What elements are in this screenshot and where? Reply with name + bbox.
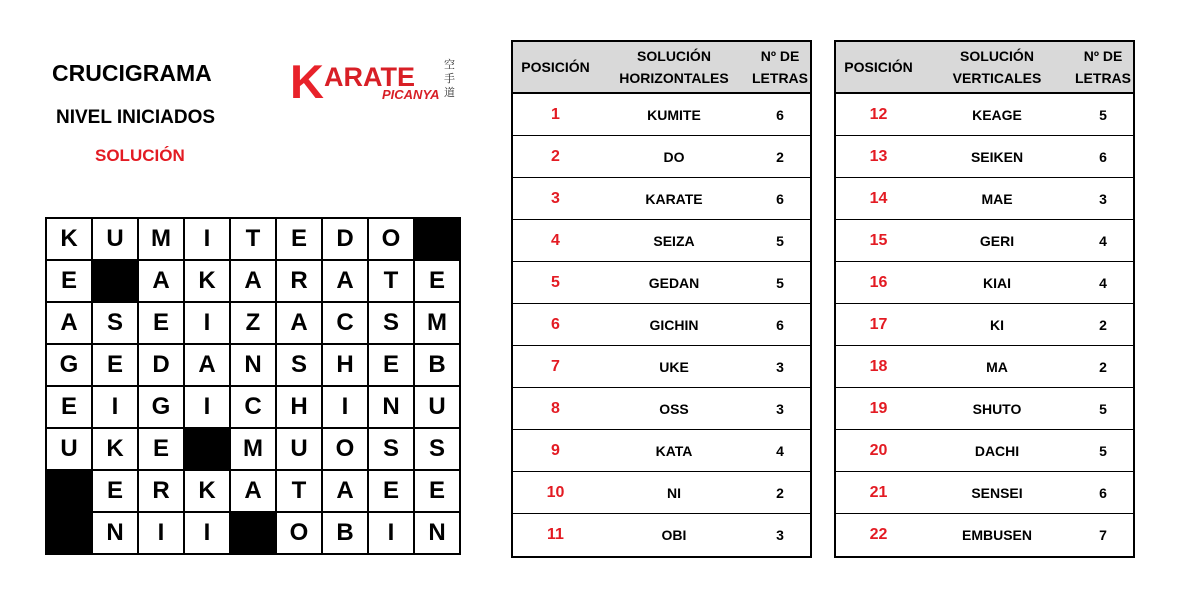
letter-cell: N [231, 345, 277, 387]
letter-cell: B [415, 345, 461, 387]
header-position: POSICIÓN [513, 42, 598, 94]
solution-word-cell: KATA [598, 430, 750, 472]
letter-cell: A [323, 471, 369, 513]
letter-count-cell: 2 [750, 472, 810, 514]
letter-count-cell: 6 [1073, 136, 1133, 178]
crossword-grid [45, 217, 461, 555]
letter-count-cell: 3 [750, 388, 810, 430]
solution-word-cell: GERI [921, 220, 1073, 262]
letter-count-cell: 5 [750, 220, 810, 262]
letter-cell: T [369, 261, 415, 303]
letter-cell: U [47, 429, 93, 471]
logo-kanji: 空手道 [444, 58, 455, 99]
letter-cell: M [231, 429, 277, 471]
letter-cell: S [369, 429, 415, 471]
letter-cell: S [369, 303, 415, 345]
black-cell [47, 471, 93, 513]
letter-cell: U [93, 219, 139, 261]
horizontal-solutions-table [511, 40, 812, 558]
letter-count-cell: 6 [750, 94, 810, 136]
letter-cell: R [277, 261, 323, 303]
letter-cell: A [323, 261, 369, 303]
letter-count-cell: 7 [1099, 527, 1107, 543]
solution-word-cell: MA [921, 346, 1073, 388]
header-letter-count: Nº DE LETRAS [750, 42, 810, 94]
letter-cell: O [277, 513, 323, 555]
black-cell [47, 513, 93, 555]
header-letter-count: Nº DE LETRAS [1073, 42, 1133, 94]
solution-word-cell: GICHIN [598, 304, 750, 346]
logo-text: ARATE [324, 62, 415, 92]
solution-word-cell: DACHI [921, 430, 1073, 472]
letter-count-cell: 3 [1073, 178, 1133, 220]
letter-cell: T [277, 471, 323, 513]
letter-cell: E [369, 345, 415, 387]
position-cell: 21 [836, 472, 921, 514]
letter-cell: S [277, 345, 323, 387]
letter-cell: M [139, 219, 185, 261]
letter-cell: T [231, 219, 277, 261]
letter-cell: E [139, 429, 185, 471]
position-cell: 12 [836, 94, 921, 136]
letter-cell: I [185, 513, 231, 555]
solution-word-cell: SEIZA [598, 220, 750, 262]
letter-cell: K [185, 471, 231, 513]
letter-count-cell: 2 [1073, 346, 1133, 388]
letter-count-cell: 4 [1073, 262, 1133, 304]
letter-cell: A [139, 261, 185, 303]
solution-word-cell: EMBUSEN [961, 527, 1032, 543]
black-cell [93, 261, 139, 303]
solution-word-cell: SENSEI [921, 472, 1073, 514]
solution-word-cell: NI [598, 472, 750, 514]
vertical-solutions-table [834, 40, 1135, 558]
letter-cell: E [93, 471, 139, 513]
letter-cell: H [277, 387, 323, 429]
letter-cell: R [139, 471, 185, 513]
letter-cell: U [415, 387, 461, 429]
letter-cell: I [93, 387, 139, 429]
solution-word-cell: KI [921, 304, 1073, 346]
position-cell: 16 [836, 262, 921, 304]
letter-count-cell: 3 [750, 346, 810, 388]
karate-picanya-logo [290, 55, 470, 108]
logo-initial: K [290, 55, 324, 108]
solution-word-cell: OBI [661, 527, 687, 543]
letter-cell: I [323, 387, 369, 429]
solution-word-cell: GEDAN [598, 262, 750, 304]
letter-count-cell: 6 [750, 304, 810, 346]
solution-word-cell: SHUTO [921, 388, 1073, 430]
solution-label: SOLUCIÓN [95, 146, 185, 165]
position-cell: 1 [513, 94, 598, 136]
letter-cell: I [185, 219, 231, 261]
letter-cell: M [415, 303, 461, 345]
solution-word-cell: KARATE [598, 178, 750, 220]
letter-cell: N [415, 513, 461, 555]
position-cell: 4 [513, 220, 598, 262]
letter-cell: E [277, 219, 323, 261]
letter-cell: G [47, 345, 93, 387]
letter-cell: A [231, 261, 277, 303]
letter-cell: E [47, 387, 93, 429]
letter-count-cell: 5 [1073, 388, 1133, 430]
black-cell [185, 429, 231, 471]
letter-cell: I [185, 387, 231, 429]
position-cell: 19 [836, 388, 921, 430]
logo-tagline: PICANYA [382, 87, 440, 102]
position-cell: 9 [513, 430, 598, 472]
solution-word-cell: KEAGE [921, 94, 1073, 136]
letter-cell: I [139, 513, 185, 555]
letter-cell: E [415, 261, 461, 303]
letter-cell: E [139, 303, 185, 345]
position-cell: 15 [836, 220, 921, 262]
letter-cell: B [323, 513, 369, 555]
position-cell: 22 [869, 526, 888, 543]
letter-cell: D [139, 345, 185, 387]
letter-count-cell: 3 [776, 527, 784, 543]
letter-cell: A [47, 303, 93, 345]
position-cell: 10 [513, 472, 598, 514]
letter-count-cell: 2 [750, 136, 810, 178]
letter-count-cell: 5 [1073, 430, 1133, 472]
solution-word-cell: KUMITE [598, 94, 750, 136]
letter-cell: I [185, 303, 231, 345]
letter-cell: Z [231, 303, 277, 345]
letter-cell: E [93, 345, 139, 387]
letter-cell: D [323, 219, 369, 261]
letter-cell: E [47, 261, 93, 303]
letter-cell: N [93, 513, 139, 555]
position-cell: 13 [836, 136, 921, 178]
letter-cell: N [369, 387, 415, 429]
letter-cell: I [369, 513, 415, 555]
letter-count-cell: 5 [1073, 94, 1133, 136]
letter-cell: S [415, 429, 461, 471]
black-cell [415, 219, 461, 261]
position-cell: 17 [836, 304, 921, 346]
position-cell: 2 [513, 136, 598, 178]
letter-cell: K [93, 429, 139, 471]
letter-cell: A [277, 303, 323, 345]
letter-count-cell: 5 [750, 262, 810, 304]
position-cell: 3 [513, 178, 598, 220]
letter-cell: C [323, 303, 369, 345]
position-cell: 20 [836, 430, 921, 472]
letter-cell: U [277, 429, 323, 471]
solution-word-cell: OSS [598, 388, 750, 430]
header-solution: SOLUCIÓN HORIZONTALES [598, 42, 750, 94]
position-cell: 11 [547, 526, 564, 543]
letter-count-cell: 6 [1073, 472, 1133, 514]
position-cell: 14 [836, 178, 921, 220]
header-solution: SOLUCIÓN VERTICALES [921, 42, 1073, 94]
black-cell [231, 513, 277, 555]
letter-count-cell: 2 [1073, 304, 1133, 346]
letter-count-cell: 4 [750, 430, 810, 472]
letter-count-cell: 6 [750, 178, 810, 220]
solution-word-cell: DO [598, 136, 750, 178]
position-cell: 8 [513, 388, 598, 430]
letter-cell: E [369, 471, 415, 513]
position-cell: 18 [836, 346, 921, 388]
letter-cell: O [323, 429, 369, 471]
solution-word-cell: KIAI [921, 262, 1073, 304]
position-cell: 7 [513, 346, 598, 388]
letter-cell: A [185, 345, 231, 387]
letter-cell: K [47, 219, 93, 261]
solution-word-cell: MAE [921, 178, 1073, 220]
letter-cell: A [231, 471, 277, 513]
letter-cell: C [231, 387, 277, 429]
letter-cell: E [415, 471, 461, 513]
letter-count-cell: 4 [1073, 220, 1133, 262]
position-cell: 5 [513, 262, 598, 304]
letter-cell: S [93, 303, 139, 345]
solution-word-cell: SEIKEN [921, 136, 1073, 178]
letter-cell: G [139, 387, 185, 429]
letter-cell: H [323, 345, 369, 387]
letter-cell: O [369, 219, 415, 261]
level-label: NIVEL INICIADOS [56, 107, 216, 128]
position-cell: 6 [513, 304, 598, 346]
header-position: POSICIÓN [836, 42, 921, 94]
letter-cell: K [185, 261, 231, 303]
solution-word-cell: UKE [598, 346, 750, 388]
page-title: CRUCIGRAMA [52, 60, 212, 86]
